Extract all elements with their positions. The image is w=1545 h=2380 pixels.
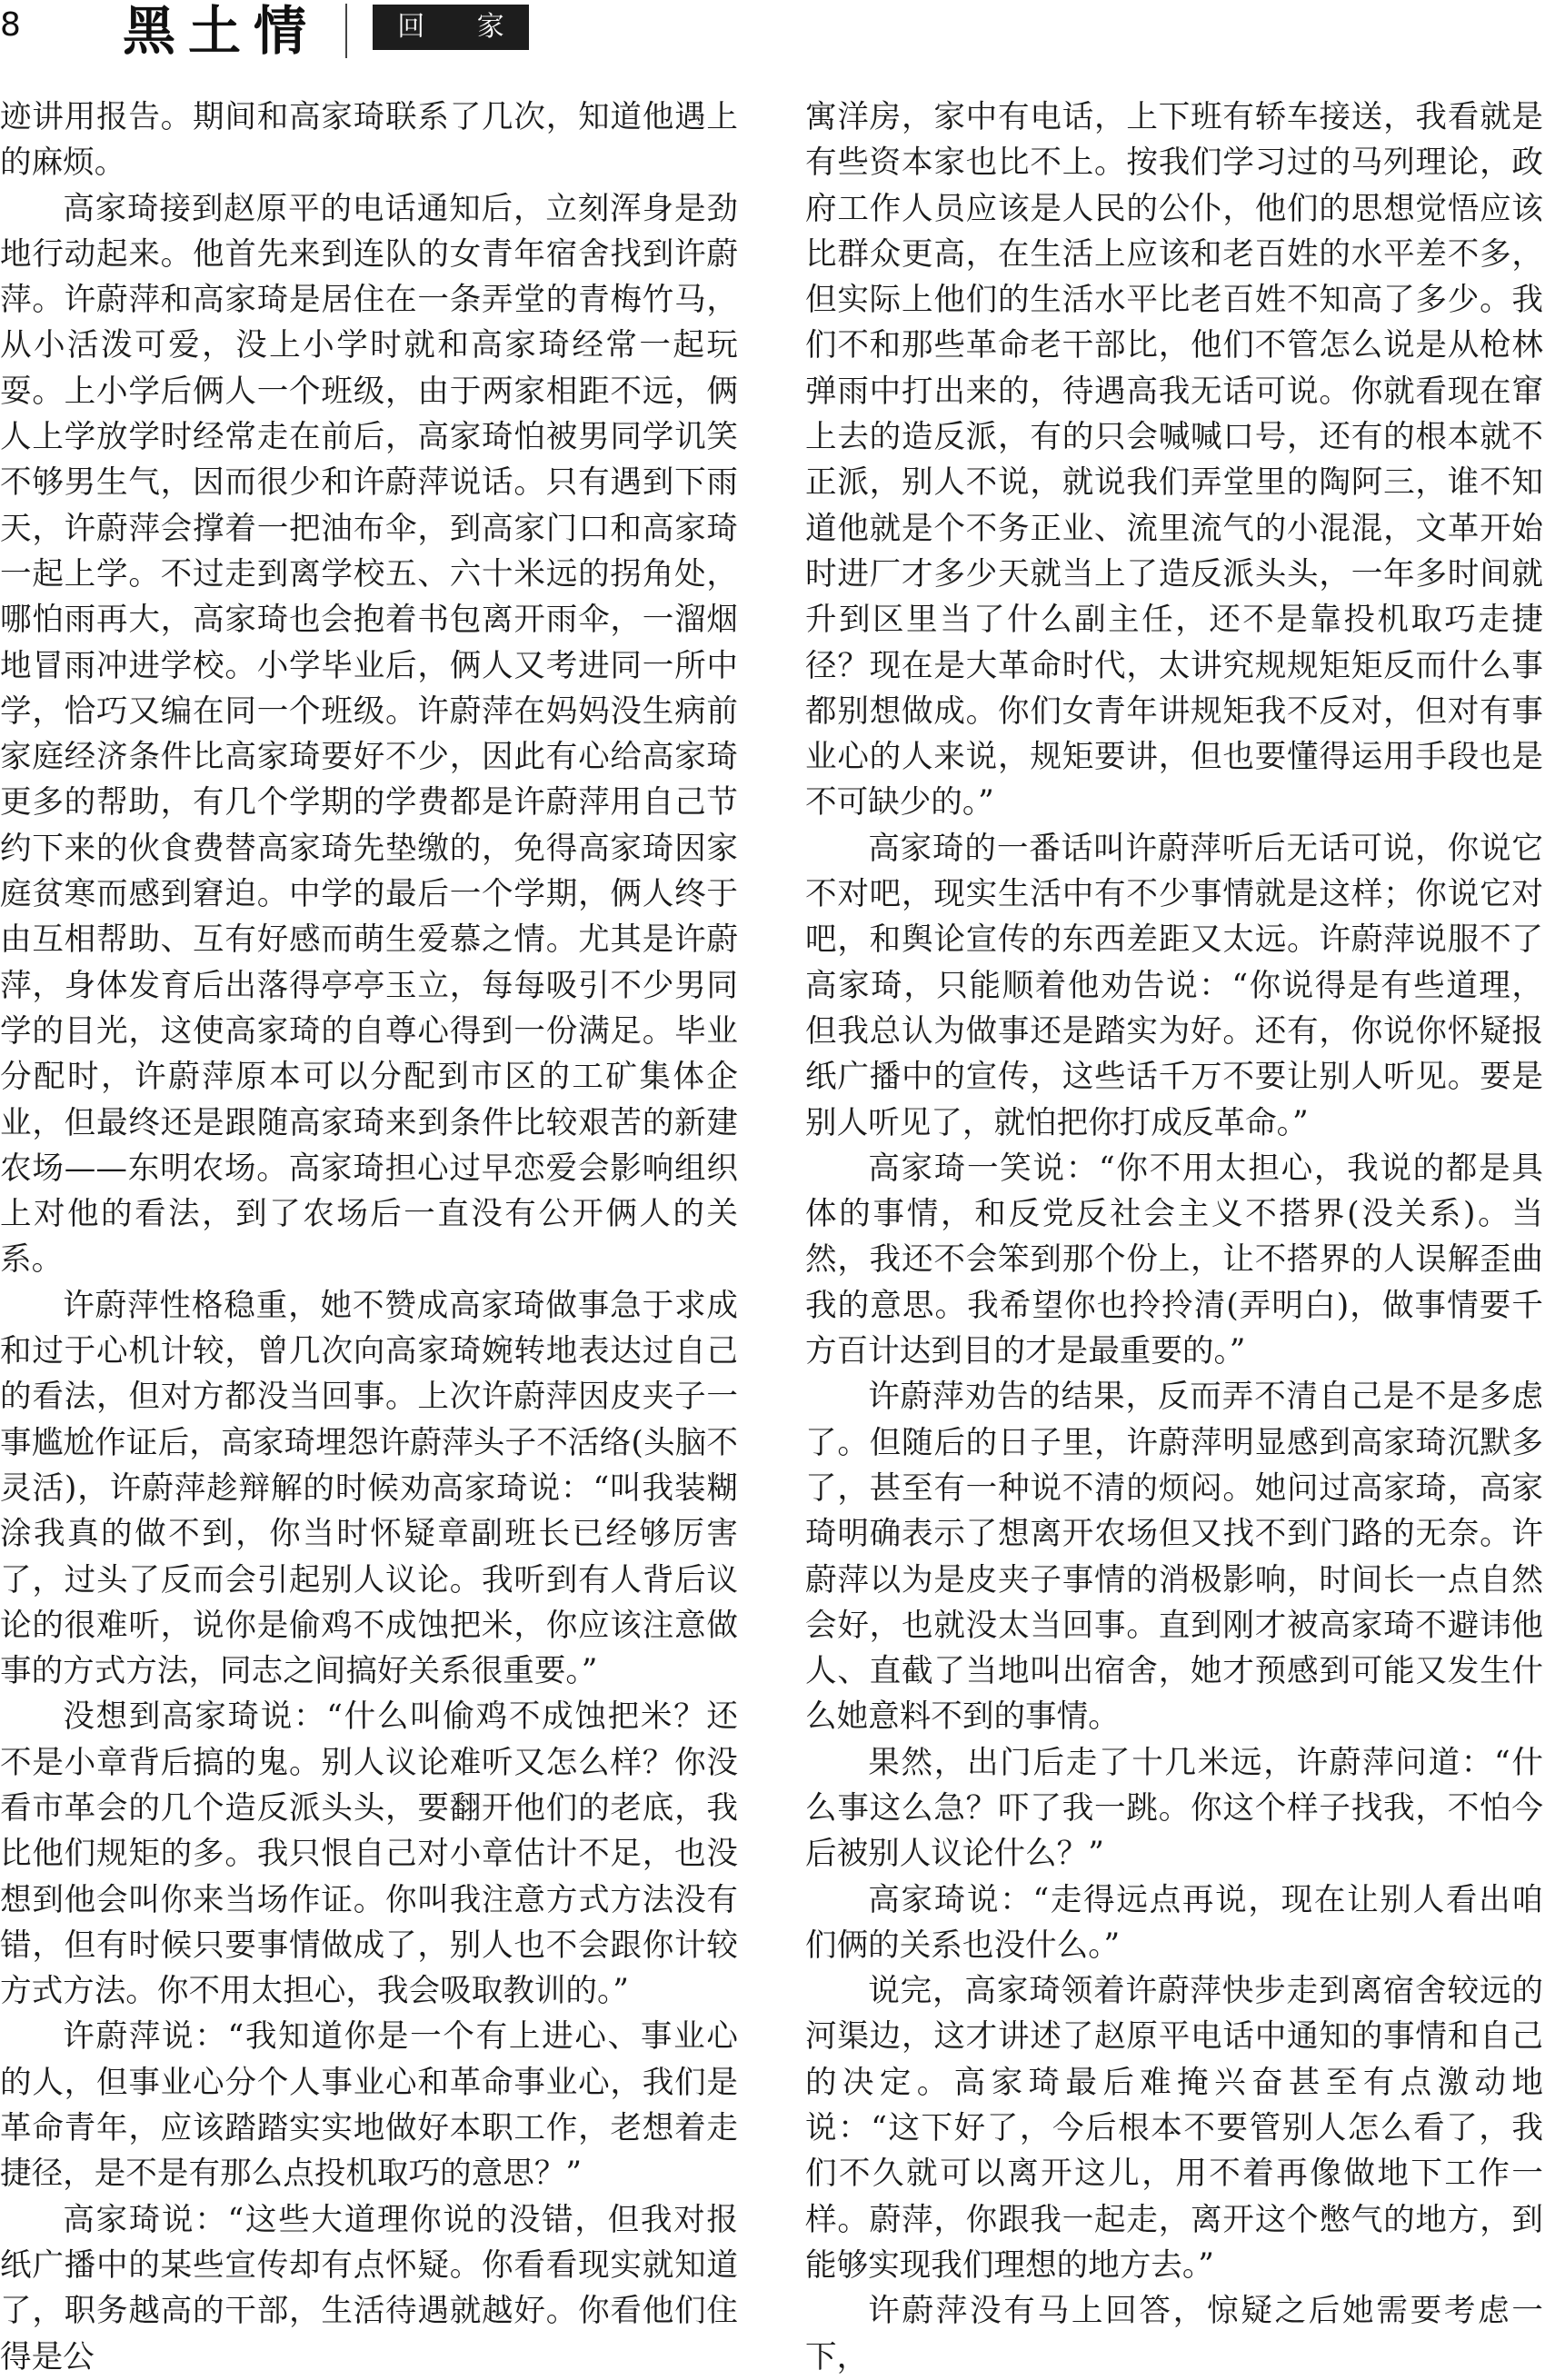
paragraph: 迹讲用报告。期间和高家琦联系了几次，知道他遇上的麻烦。 [0,99,738,182]
section-tag: 回 家 [373,5,529,50]
header-divider [345,4,347,58]
paragraph: 高家琦的一番话叫许蔚萍听后无话可说，你说它不对吧，现实生活中有不少事情就是这样；你说它对吧，和舆论宣传的东西差距又太远。许蔚萍说服不了高家琦，只能顺着他劝告说：“你说得是有些道理，但我总认为做事还是踏实为好。还有，你说你怀疑报纸广播中的宣传，这些话千万不要让别人听见。要是别人听见了，就怕把你打成反革命。” [805,830,1543,1141]
page-header [0,0,1545,73]
paragraph: 高家琦说：“走得远点再说，现在让别人看出咱们俩的关系也没什么。” [805,1881,1543,1964]
paragraph: 许蔚萍劝告的结果，反而弄不清自己是不是多虑了。但随后的日子里，许蔚萍明显感到高家琦沉默多了，甚至有一种说不清的烦闷。她问过高家琦，高家琦明确表示了想离开农场但又找不到门路的无奈。许蔚萍以为是皮夹子事情的消极影响，时间长一点自然会好，也就没太当回事。直到刚才被高家琦不避讳他人、直截了当地叫出宿舍，她才预感到可能又发生什么她意料不到的事情。 [805,1379,1543,1736]
paragraph: 寓洋房，家中有电话，上下班有轿车接送，我看就是有些资本家也比不上。按我们学习过的马列理论，政府工作人员应该是人民的公仆，他们的思想觉悟应该比群众更高，在生活上应该和老百姓的水平差不多，但实际上他们的生活水平比老百姓不知高了多少。我们不和那些革命老干部比，他们不管怎么说是从枪林弹雨中打出来的，待遇高我无话可说。你就看现在窜上去的造反派，有的只会喊喊口号，还有的根本就不正派，别人不说，就说我们弄堂里的陶阿三，谁不知道他就是个不务正业、流里流气的小混混，文革开始时进厂才多少天就当上了造反派头头，一年多时间就升到区里当了什么副主任，还不是靠投机取巧走捷径？现在是大革命时代，太讲究规规矩矩反而什么事都别想做成。你们女青年讲规矩我不反对，但对有事业心的人来说，规矩要讲，但也要懂得运用手段也是不可缺少的。” [805,99,1543,822]
paragraph: 高家琦一笑说：“你不用太担心，我说的都是具体的事情，和反党反社会主义不搭界(没关系)。当然，我还不会笨到那个份上，让不搭界的人误解歪曲我的意思。我希望你也拎拎清(弄明白)，做事情要千方百计达到目的才是最重要的。” [805,1150,1543,1370]
paragraph: 没想到高家琦说：“什么叫偷鸡不成蚀把米？还不是小章背后搞的鬼。别人议论难听又怎么样？你没看市革会的几个造反派头头，要翻开他们的老底，我比他们规矩的多。我只恨自己对小章估计不足，也没想到他会叫你来当场作证。你叫我注意方式方法没有错，但有时候只要事情做成了，别人也不会跟你计较方式方法。你不用太担心，我会吸取教训的。” [0,1698,738,2010]
right-column [805,95,1543,2375]
page-number: 8 [0,6,21,44]
paragraph: 说完，高家琦领着许蔚萍快步走到离宿舍较远的河渠边，这才讲述了赵原平电话中通知的事情和自己的决定。高家琦最后难掩兴奋甚至有点激动地说：“这下好了，今后根本不要管别人怎么看了，我们不久就可以离开这儿，用不着再像做地下工作一样。蔚萍，你跟我一起走，离开这个憋气的地方，到能够实现我们理想的地方去。” [805,1973,1543,2284]
paragraph: 许蔚萍没有马上回答，惊疑之后她需要考虑一下， [805,2293,1543,2375]
paragraph: 许蔚萍说：“我知道你是一个有上进心、事业心的人，但事业心分个人事业心和革命事业心，我们是革命青年，应该踏踏实实地做好本职工作，老想着走捷径，是不是有那么点投机取巧的意思？” [0,2018,738,2193]
paragraph: 高家琦说：“这些大道理你说的没错，但我对报纸广播中的某些宣传却有点怀疑。你看看现实就知道了，职务越高的干部，生活待遇就越好。你看他们住得是公 [0,2201,738,2375]
magazine-logo: 黑土情 [123,0,320,62]
paragraph: 果然，出门后走了十几米远，许蔚萍问道：“什么事这么急？吓了我一跳。你这个样子找我，不怕今后被别人议论什么？” [805,1744,1543,1873]
left-column [0,95,738,2375]
paragraph: 许蔚萍性格稳重，她不赞成高家琦做事急于求成和过于心机计较，曾几次向高家琦婉转地表达过自己的看法，但对方都没当回事。上次许蔚萍因皮夹子一事尴尬作证后，高家琦埋怨许蔚萍头子不活络(头脑不灵活)，许蔚萍趁辩解的时候劝高家琦说：“叫我装糊涂我真的做不到，你当时怀疑章副班长已经够厉害了，过头了反而会引起别人议论。我听到有人背后议论的很难听，说你是偷鸡不成蚀把米，你应该注意做事的方式方法，同志之间搞好关系很重要。” [0,1287,738,1690]
paragraph: 高家琦接到赵原平的电话通知后，立刻浑身是劲地行动起来。他首先来到连队的女青年宿舍找到许蔚萍。许蔚萍和高家琦是居住在一条弄堂的青梅竹马，从小活泼可爱，没上小学时就和高家琦经常一起玩耍。上小学后俩人一个班级，由于两家相距不远，俩人上学放学时经常走在前后，高家琦怕被男同学讥笑不够男生气，因而很少和许蔚萍说话。只有遇到下雨天，许蔚萍会撑着一把油布伞，到高家门口和高家琦一起上学。不过走到离学校五、六十米远的拐角处，哪怕雨再大，高家琦也会抱着书包离开雨伞，一溜烟地冒雨冲进学校。小学毕业后，俩人又考进同一所中学，恰巧又编在同一个班级。许蔚萍在妈妈没生病前家庭经济条件比高家琦要好不少，因此有心给高家琦更多的帮助，有几个学期的学费都是许蔚萍用自己节约下来的伙食费替高家琦先垫缴的，免得高家琦因家庭贫寒而感到窘迫。中学的最后一个学期，俩人终于由互相帮助、互有好感而萌生爱慕之情。尤其是许蔚萍，身体发育后出落得亭亭玉立，每每吸引不少男同学的目光，这使高家琦的自尊心得到一份满足。毕业分配时，许蔚萍原本可以分配到市区的工矿集体企业，但最终还是跟随高家琦来到条件比较艰苦的新建农场——东明农场。高家琦担心过早恋爱会影响组织上对他的看法，到了农场后一直没有公开俩人的关系。 [0,190,738,1279]
